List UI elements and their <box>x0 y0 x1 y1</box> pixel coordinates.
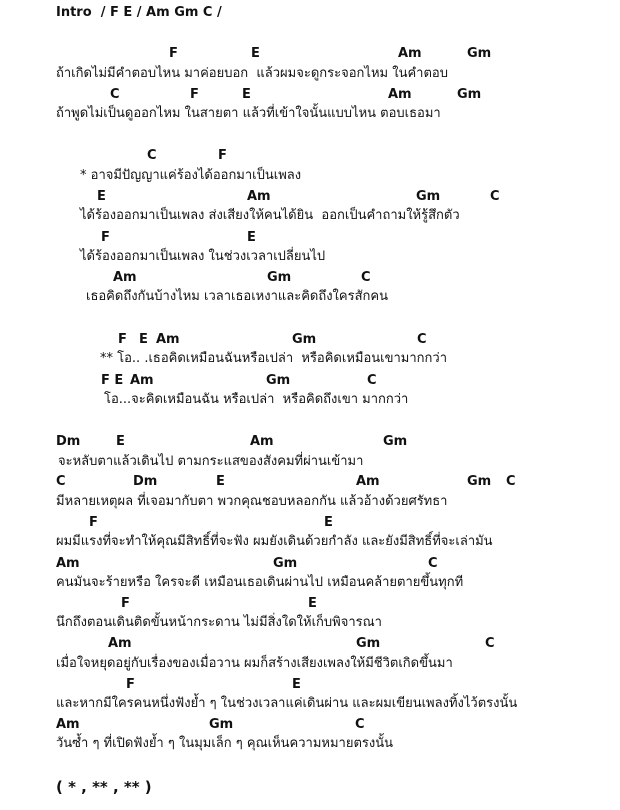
lyric-line: เมื่อใจหยุดอยู่กับเรื่องของเมื่อวาน ผมก็สร้างเสียงเพลงให้มีชีวิตเกิดขึ้นมา <box>56 656 453 671</box>
chord: Am <box>156 332 180 347</box>
chord: Am <box>247 189 271 204</box>
lyric-line: ได้ร้องออกมาเป็นเพลง ในช่วงเวลาเปลี่ยนไป <box>80 249 326 264</box>
chord-line <box>0 188 620 206</box>
chord: E <box>216 474 225 489</box>
chord: Gm <box>416 189 441 204</box>
lyric-line: ** โอ.. .เธอคิดเหมือนฉันหรือเปล่า หรือคิดเหมือนเขามากกว่า <box>100 351 447 366</box>
lyric-line: ผมมีแรงที่จะทำให้คุณมีสิทธิ์ที่จะฟัง ผมยังเดินด้วยกำลัง และยังมีสิทธิ์ที่จะเล่ามัน <box>56 534 493 549</box>
intro-line: Intro / F E / Am Gm C / <box>56 5 222 20</box>
chord-line <box>0 676 620 694</box>
chord: F E <box>101 373 124 388</box>
chord-line <box>0 45 620 63</box>
chord: C <box>417 332 427 347</box>
chord: E <box>308 596 317 611</box>
chord: F <box>118 332 127 347</box>
chord: Gm <box>266 373 291 388</box>
chord: F <box>218 148 227 163</box>
lyric-line: โอ...จะคิดเหมือนฉัน หรือเปล่า หรือคิดถึงเขา มากกว่า <box>104 392 409 407</box>
lyric-line: * อาจมีปัญญาแค่ร้องได้ออกมาเป็นเพลง <box>80 168 302 183</box>
chord: F <box>121 596 130 611</box>
chord: Am <box>113 270 137 285</box>
chord: Gm <box>467 474 492 489</box>
lyric-line: มีหลายเหตุผล ที่เจอมากับตา พวกคุณชอบหลอกกัน แล้วอ้างด้วยศรัทธา <box>56 494 448 509</box>
chord-line <box>0 635 620 653</box>
chord-line <box>0 716 620 734</box>
chord: Am <box>250 434 274 449</box>
chord: E <box>251 46 260 61</box>
chord: C <box>110 87 120 102</box>
lyric-line: ถ้าเกิดไม่มีคำตอบไหน มาค่อยบอก แล้วผมจะดูกระจอกไหม ในคำตอบ <box>56 66 448 81</box>
chord: E <box>247 230 256 245</box>
lyric-line: ถ้าพูดไม่เป็นดูออกไหม ในสายตา แล้วที่เข้าใจนั้นแบบไหน ตอบเธอมา <box>56 106 441 121</box>
lyric-line: นึกถึงตอนเดินติดขั้นหน้ากระดาน ไม่มีสิ่งใดให้เก็บพิจารณา <box>56 615 382 630</box>
chord-line <box>0 433 620 451</box>
chord-line <box>0 555 620 573</box>
chord: F <box>169 46 178 61</box>
lyric-line: ได้ร้องออกมาเป็นเพลง ส่งเสียงให้คนได้ยิน ออกเป็นคำถามให้รู้สึกตัว <box>80 208 460 223</box>
lyric-line: เธอคิดถึงกันบ้างไหม เวลาเธอเหงาและคิดถึงใครสักคน <box>86 289 388 304</box>
chord-line <box>0 331 620 349</box>
chord: F <box>126 677 135 692</box>
chord: Am <box>56 717 80 732</box>
chord-line <box>0 229 620 247</box>
chord-line <box>0 473 620 491</box>
chord: Am <box>398 46 422 61</box>
chord: Gm <box>292 332 317 347</box>
chord: F <box>101 230 110 245</box>
chord: Gm <box>457 87 482 102</box>
chord: E <box>97 189 106 204</box>
chord: Am <box>388 87 412 102</box>
chord: Gm <box>209 717 234 732</box>
chord: Dm <box>133 474 158 489</box>
chord: Am <box>356 474 380 489</box>
chord-line <box>0 595 620 613</box>
chord-line <box>0 514 620 532</box>
chord: Dm <box>56 434 81 449</box>
chord: C <box>56 474 66 489</box>
chord: E <box>139 332 148 347</box>
chord: E <box>292 677 301 692</box>
chord-line <box>0 86 620 104</box>
chord: C <box>361 270 371 285</box>
chord: C <box>355 717 365 732</box>
chord-line <box>0 147 620 165</box>
chord: Am <box>130 373 154 388</box>
chord: F <box>190 87 199 102</box>
chord: Gm <box>273 556 298 571</box>
chord: C <box>367 373 377 388</box>
chord: C <box>428 556 438 571</box>
chord: Gm <box>356 636 381 651</box>
repeat-instruction: ( * , ** , ** ) <box>56 778 152 796</box>
chord: Gm <box>267 270 292 285</box>
chord: E <box>324 515 333 530</box>
chord: Gm <box>467 46 492 61</box>
chord: Gm <box>383 434 408 449</box>
lyric-line: จะหลับตาแล้วเดินไป ตามกระแสของสังคมที่ผ่านเข้ามา <box>58 454 364 469</box>
chord: Am <box>108 636 132 651</box>
chord: E <box>116 434 125 449</box>
chord-line <box>0 372 620 390</box>
chord: C <box>147 148 157 163</box>
chord: E <box>242 87 251 102</box>
chord: F <box>89 515 98 530</box>
chord: C <box>485 636 495 651</box>
lyric-line: และหากมีใครคนหนึ่งฟังย้ำ ๆ ในช่วงเวลาแค่เดินผ่าน และผมเขียนเพลงทิ้งไว้ตรงนั้น <box>56 696 518 711</box>
lyric-line: คนมันจะร้ายหรือ ใครจะดี เหมือนเธอเดินผ่านไป เหมือนคล้ายตายขึ้นทุกที <box>56 575 464 590</box>
lyric-line: วันซ้ำ ๆ ที่เปิดฟังย้ำ ๆ ในมุมเล็ก ๆ คุณเห็นความหมายตรงนั้น <box>56 736 394 751</box>
chord: C <box>490 189 500 204</box>
chord-line <box>0 269 620 287</box>
chord: C <box>506 474 516 489</box>
chord: Am <box>56 556 80 571</box>
